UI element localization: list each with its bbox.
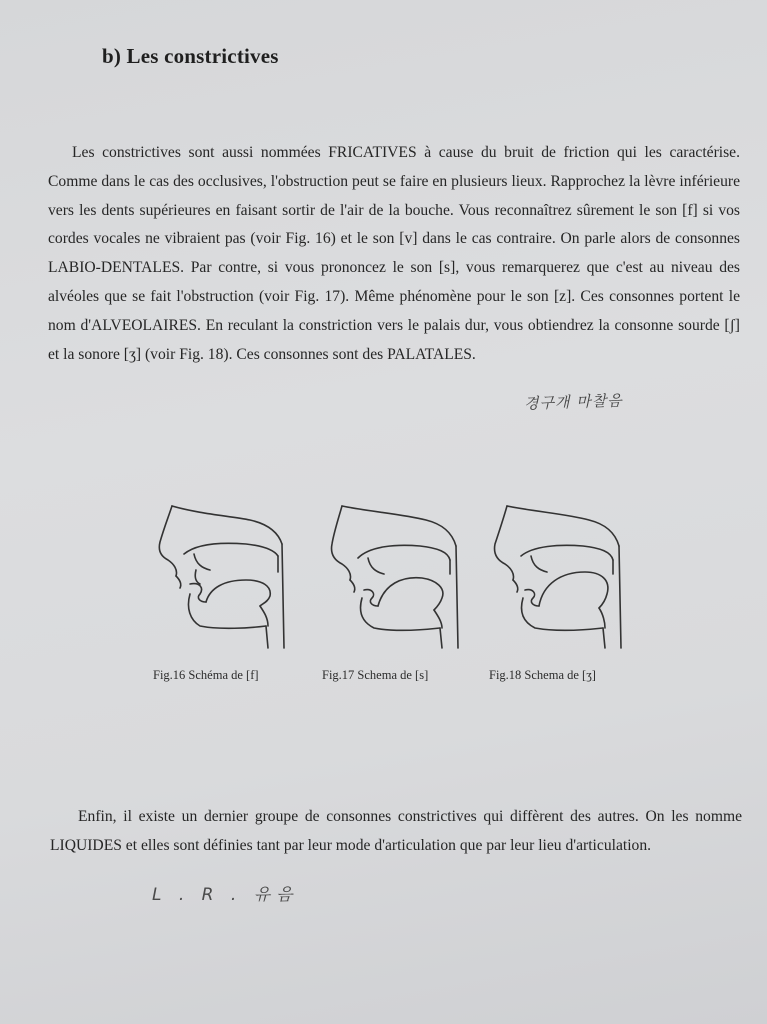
figure-18-diagram — [485, 498, 625, 658]
section-heading: b) Les constrictives — [102, 44, 279, 68]
figure-18-caption: Fig.18 Schema de [ʒ] — [489, 668, 596, 682]
figure-17-diagram — [322, 498, 462, 658]
handwritten-note-liquids: L . R . 유음 — [152, 885, 299, 905]
vocal-tract-s-icon — [322, 498, 462, 658]
figure-16-diagram — [150, 498, 290, 658]
vocal-tract-f-icon — [150, 498, 290, 658]
figure-17-caption: Fig.17 Schema de [s] — [322, 668, 429, 682]
paragraph-fricatives: Les constrictives sont aussi nommées FRICATIVES à cause du bruit de friction qui les caractérise. Comme dans le cas des occlusives, l'obstruction peut se faire en plusieurs lieux. Rapprochez la lèvre inférieure vers les dents supérieures en faisant sortir de l'air de la bouche. Vous reconnaîtrez sûrement le son [f] si vos cordes vocales ne vibraient pas (voir Fig. 16) et le son [v] dans le cas contraire. On parle alors de consonnes LABIO-DENTALES. Par contre, si vous prononcez le son [s], vous remarquerez que c'est au niveau des alvéoles que se fait l'obstruction (voir Fig. 17). Même phénomène pour le son [z]. Ces consonnes portent le nom d'ALVEOLAIRES. En reculant la constriction vers le palais dur, vous obtiendrez la consonne sourde [ʃ] et la sonore [ʒ] (voir Fig. 18). Ces consonnes sont des PALATALES. — [48, 144, 740, 363]
handwritten-note-palatal: 경구개 마찰음 — [523, 391, 624, 413]
paragraph-liquids: Enfin, il existe un dernier groupe de consonnes constrictives qui diffèrent des autres. On les nomme LIQUIDES et elles sont définies tant par leur mode d'articulation que par leur lieu d'articulation. — [50, 808, 742, 854]
figure-16-caption: Fig.16 Schéma de [f] — [153, 668, 259, 682]
vocal-tract-zh-icon — [485, 498, 625, 658]
